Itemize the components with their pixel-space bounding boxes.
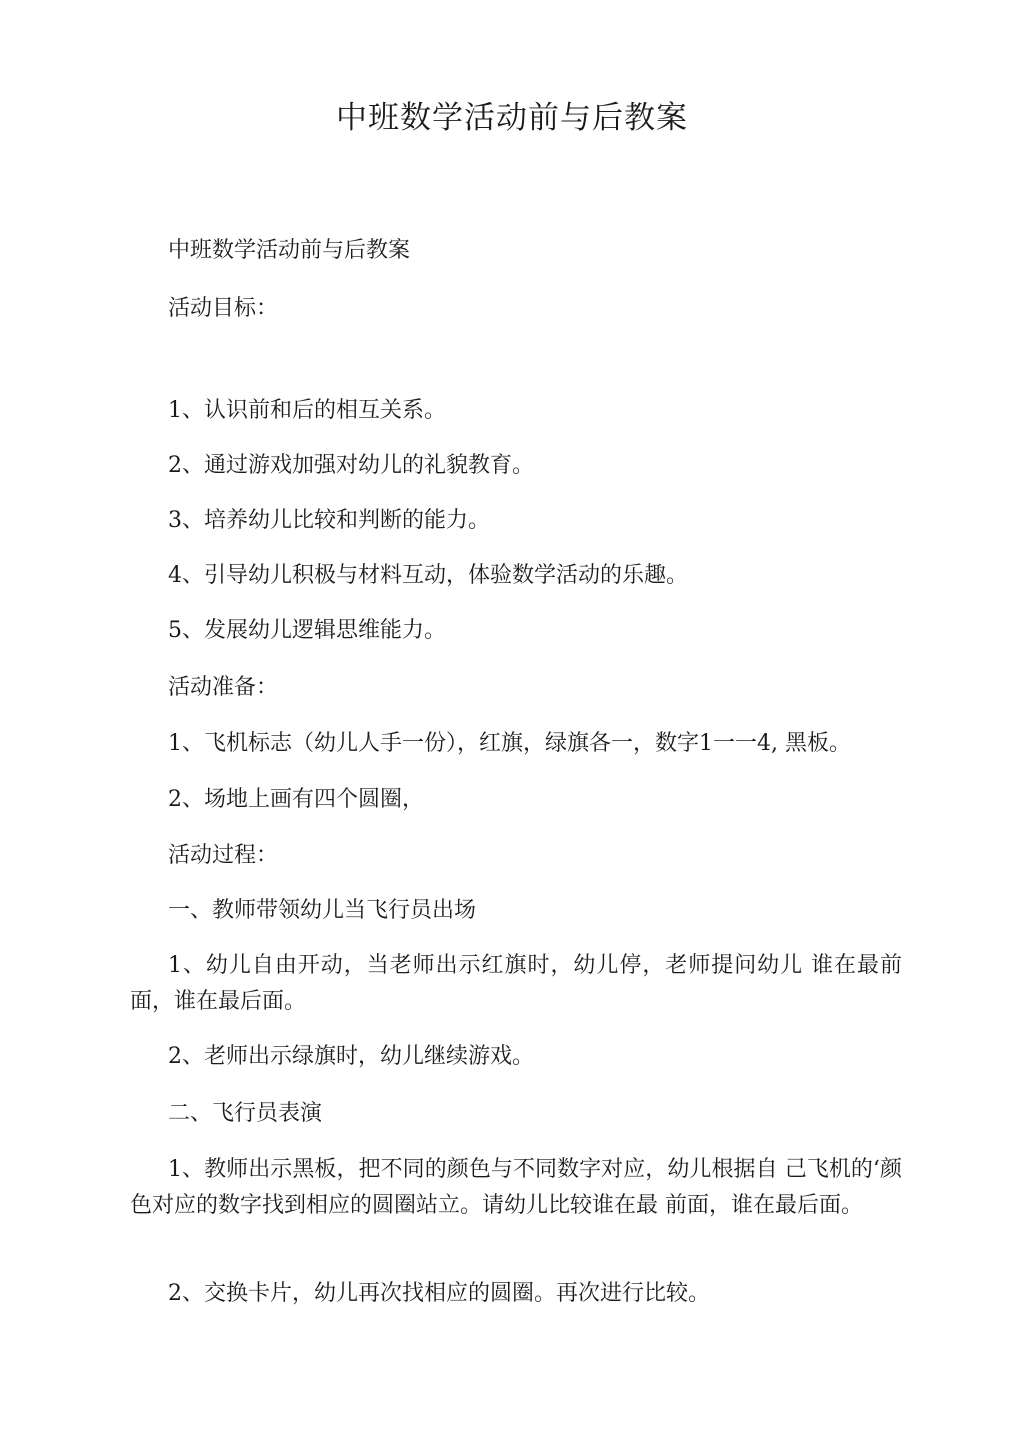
goal-item: 5、发展幼儿逻辑思维能力。: [168, 618, 446, 643]
goal-item: 2、通过游戏加强对幼儿的礼貌教育。: [168, 453, 534, 478]
document-title: 中班数学活动前与后教案: [336, 100, 688, 136]
prep-item: 1、飞机标志（幼儿人手一份），红旗，绿旗各一，数字1一一4, 黑板。: [168, 731, 851, 756]
goal-item: 1、认识前和后的相互关系。: [168, 398, 446, 423]
document-subtitle: 中班数学活动前与后教案: [168, 238, 411, 263]
goal-item: 4、引导幼儿积极与材料互动，体验数学活动的乐趣。: [168, 563, 688, 588]
goals-heading: 活动目标：: [168, 296, 279, 321]
prep-heading: 活动准备：: [168, 675, 279, 700]
part1-step1: 1、幼儿自由开动，当老师出示红旗时，幼儿停，老师提问幼儿 谁在最前面，谁在最后面。: [130, 953, 902, 1014]
prep-item: 2、场地上画有四个圆圈，: [168, 787, 424, 812]
part2-heading: 二、飞行员表演: [168, 1101, 323, 1126]
part1-heading: 一、教师带领幼儿当飞行员出场: [168, 898, 477, 923]
part2-step1: 1、教师出示黑板，把不同的颜色与不同数字对应，幼儿根据自 己飞机的‘颜色对应的数字找到相应的圆圈站立。请幼儿比较谁在最 前面，谁在最后面。: [130, 1157, 902, 1218]
part2-step2: 2、交换卡片，幼儿再次找相应的圆圈。再次进行比较。: [168, 1281, 710, 1306]
goal-item: 3、培养幼儿比较和判断的能力。: [168, 508, 490, 533]
part1-step2: 2、老师出示绿旗时，幼儿继续游戏。: [168, 1044, 534, 1069]
process-heading: 活动过程：: [168, 843, 279, 868]
